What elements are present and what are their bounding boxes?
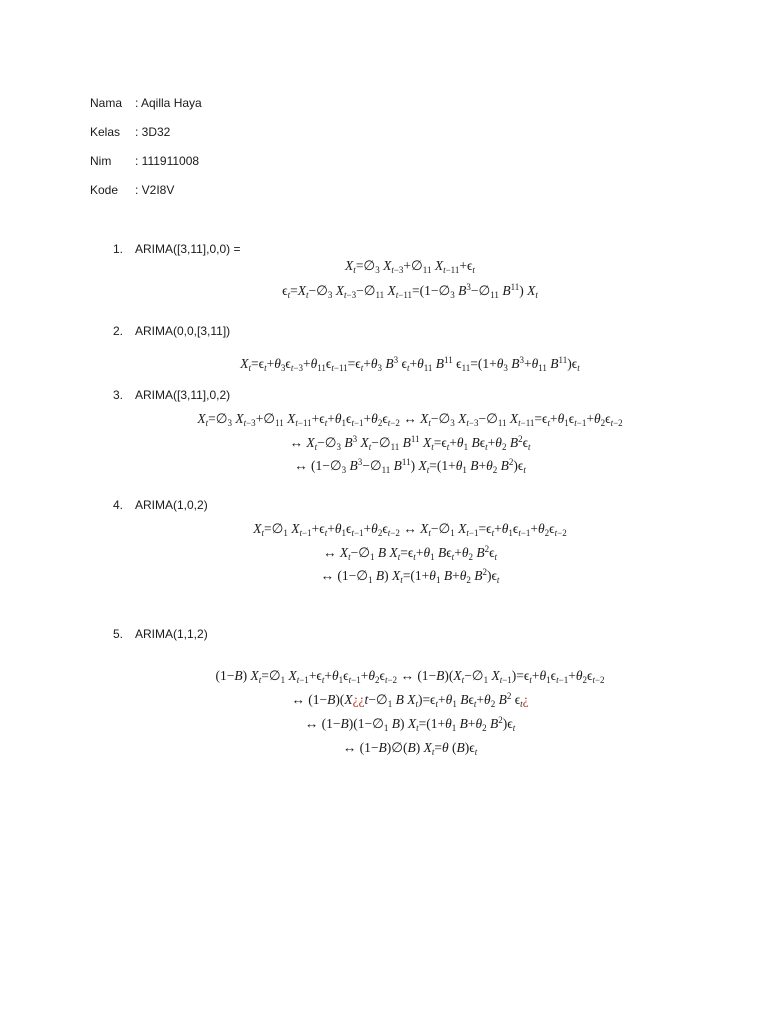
header-value: : 3D32 (135, 125, 171, 139)
header-value: : V2I8V (135, 183, 175, 197)
item-title: ARIMA([3,11],0,2) (135, 388, 231, 402)
item-title: ARIMA(1,1,2) (135, 627, 208, 641)
header-label: Nim (90, 154, 112, 168)
header-value: : Aqilla Haya (135, 96, 202, 110)
equation: ↔ $X_t-\emptyset_3$ $B^3$ $X_t-\emptyset_{11}$ $B^{11}$ $X_t=\epsilon_t+\theta_1$ $B\epsilon_t+\theta_2$ $B^2\epsilon_t$ (289, 434, 531, 452)
equation: ↔ (1−B)∅(B) $X_t=\theta$ $(B)\epsilon_t$ (342, 740, 478, 757)
item-title: ARIMA([3,11],0,0) = (135, 242, 241, 256)
item-number: 2. (113, 324, 124, 338)
item-3-heading (113, 387, 230, 403)
item-title: ARIMA(1,0,2) (135, 498, 208, 512)
item-1-heading (113, 241, 241, 257)
header-label: Kelas (90, 125, 121, 139)
equation: $\epsilon_t=X_t-\emptyset_3$ $X_{t-3}-\emptyset_{11}$ $X_{t-11}=(1-\emptyset_3$ $B^3-\emptyset_{11}$ $B^{11}$) $X_t$ (282, 282, 538, 300)
equation: ↔ ($1-\emptyset_3$ $B^3-\emptyset_{11}$ $B^{11}$) $X_t=(1+\theta_1$ $B+\theta_2$ $B^2)\epsilon_t$ (294, 457, 526, 475)
header-row-nama (90, 95, 202, 111)
equation: ↔ ($1-\emptyset_1$ B) $X_t=(1+\theta_1$ $B+\theta_2$ $B^2)\epsilon_t$ (320, 567, 500, 585)
item-number: 1. (113, 242, 124, 256)
item-number: 5. (113, 627, 124, 641)
equation: $X_t=\epsilon_t+\theta_3\epsilon_{t-3}+\theta_{11}\epsilon_{t-11}=\epsilon_t+\theta_3$ $B^3$ $\epsilon_t+\theta_{11}$ $B^{11}$ $\epsilon_{11}=(1+\theta_3$ $B^3+\theta_{11}$ $B^{11})\epsilon_t$ (240, 355, 580, 373)
equation: $X_t=\emptyset_1$ $X_{t-1}+\epsilon_t+\theta_1\epsilon_{t-1}+\theta_2\epsilon_{t-2}$ ↔ $X_t-\emptyset_1$ $X_{t-1}=\epsilon_t+\theta_1\epsilon_{t-1}+\theta_2\epsilon_{t-2}$ (253, 521, 567, 538)
equation: ↔ $(1-B)(1-\emptyset_1$ B) $X_t=(1+\theta_1$ $B+\theta_2$ $B^2)\epsilon_t$ (304, 715, 516, 733)
item-2-heading (113, 323, 230, 339)
equation: ↔ $(1-B)(X¿¿t-\emptyset_1$ B $X_t)=\epsilon_t+\theta_1$ $B\epsilon_t+\theta_2$ $B^2$ $\epsilon_t¿$ (291, 691, 529, 709)
header-value: : 111911008 (135, 154, 200, 168)
item-4-heading (113, 497, 208, 513)
header-label: Kode (90, 183, 119, 197)
item-5-heading (113, 626, 208, 642)
item-number: 4. (113, 498, 124, 512)
equation: $X_t=\emptyset_3$ $X_{t-3}+\emptyset_{11}$ $X_{t-11}+\epsilon_t+\theta_1\epsilon_{t-1}+\theta_2\epsilon_{t-2}$ ↔ $X_t-\emptyset_3$ $X_{t-3}-\emptyset_{11}$ $X_{t-11}=\epsilon_t+\theta_1\epsilon_{t-1}+\theta_2\epsilon_{t-2}$ (197, 411, 623, 428)
equation: ↔ $X_t-\emptyset_1$ B $X_t=\epsilon_t+\theta_1$ $B\epsilon_t+\theta_2$ $B^2\epsilon_t$ (322, 544, 498, 562)
header-row-kode (90, 182, 174, 198)
header-row-nim (90, 153, 199, 169)
header-label: Nama (90, 96, 123, 110)
equation: (1−B) $X_t=\emptyset_1$ $X_{t-1}+\epsilon_t+\theta_1\epsilon_{t-1}+\theta_2\epsilon_{t-2}$ ↔ $(1-B)(X_t-\emptyset_1$ $X_{t-1})=\epsilon_t+\theta_1\epsilon_{t-1}+\theta_2\epsilon_{t-2}$ (215, 668, 605, 685)
item-title: ARIMA(0,0,[3,11]) (135, 324, 231, 338)
item-number: 3. (113, 388, 124, 402)
header-row-kelas (90, 124, 170, 140)
equation: $X_t=\emptyset_3$ $X_{t-3}+\emptyset_{11}$ $X_{t-11}+\epsilon_t$ (345, 258, 475, 275)
